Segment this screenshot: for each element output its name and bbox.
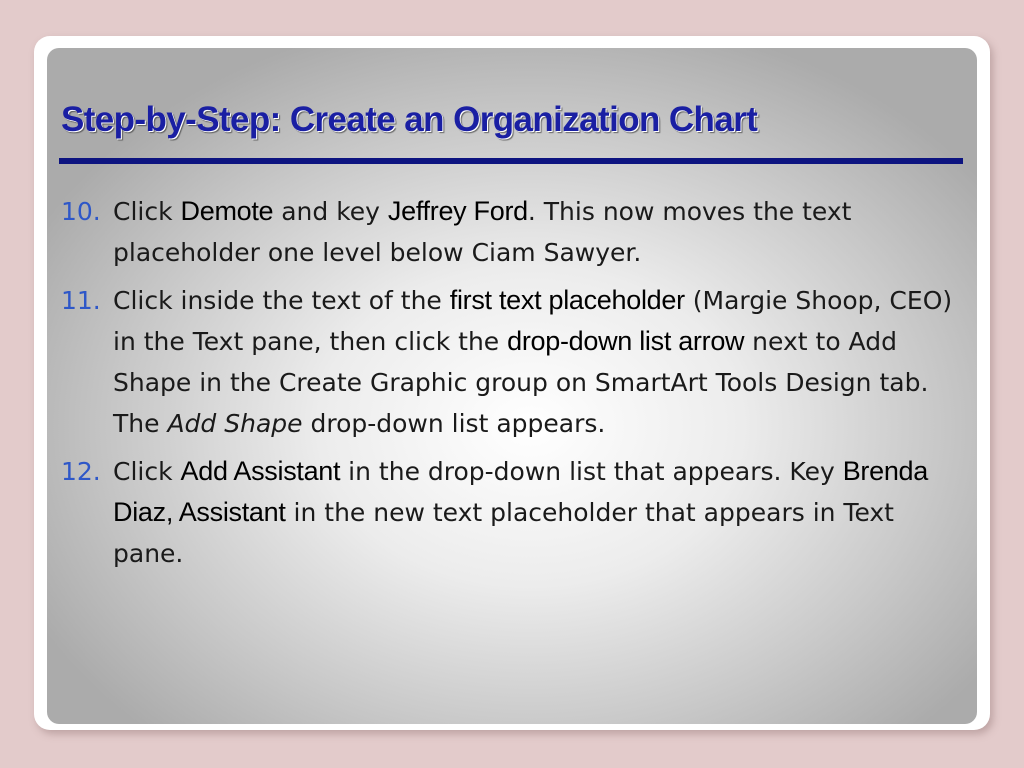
step-text: Click xyxy=(113,197,181,226)
step-item xyxy=(61,191,961,273)
step-item xyxy=(61,451,961,574)
step-italic-term: Add Shape xyxy=(167,409,303,438)
step-item xyxy=(61,280,961,444)
step-text: drop-down list appears. xyxy=(302,409,606,438)
step-keyword: Brenda Diaz, Assistant xyxy=(113,456,928,527)
step-text: Click xyxy=(113,457,181,486)
step-text: and key xyxy=(273,197,388,226)
step-text: next to Add Shape in the Create Graphic group on SmartArt Tools Design tab. The xyxy=(113,327,929,438)
step-number: 10. xyxy=(61,197,101,226)
step-text: Click inside the text of the xyxy=(113,286,450,315)
step-list xyxy=(61,191,961,581)
title-underline xyxy=(59,158,963,164)
step-keyword: Demote xyxy=(180,196,274,226)
slide xyxy=(47,48,977,724)
step-number: 11. xyxy=(61,286,101,315)
step-keyword: drop-down list arrow xyxy=(507,326,745,356)
slide-title: Step-by-Step: Create an Organization Chart xyxy=(61,100,758,139)
step-keyword: Add Assistant xyxy=(180,456,341,486)
step-keyword: Jeffrey Ford xyxy=(387,196,528,226)
step-number: 12. xyxy=(61,457,101,486)
step-text: . This now moves the text placeholder one level below Ciam Sawyer. xyxy=(113,197,852,267)
step-text: in the new text placeholder that appears in Text pane. xyxy=(113,498,894,568)
step-text: (Margie Shoop, CEO) in the Text pane, then click the xyxy=(113,286,953,356)
step-text: in the drop-down list that appears. Key xyxy=(340,457,843,486)
step-keyword: first text placeholder xyxy=(449,285,685,315)
